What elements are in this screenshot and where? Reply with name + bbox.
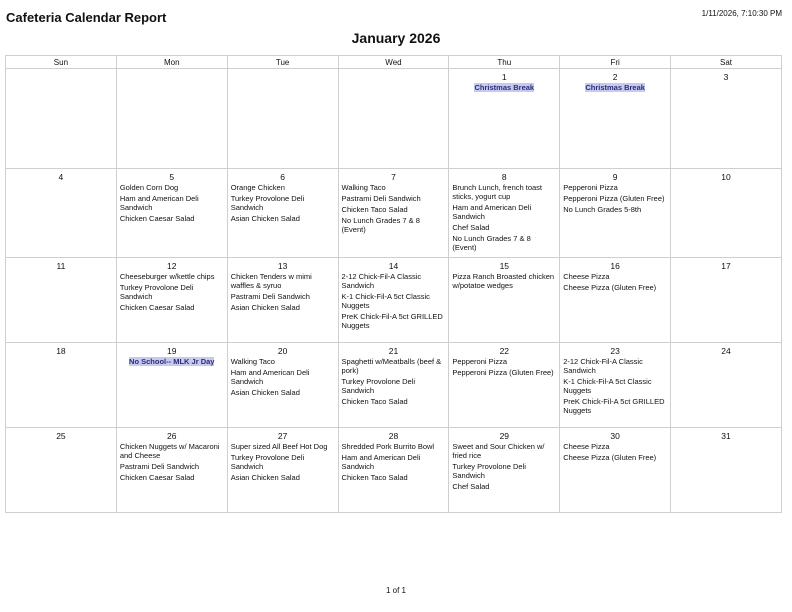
calendar-day-cell xyxy=(227,343,338,428)
menu-item: Turkey Provolone Deli Sandwich xyxy=(230,453,305,471)
weekday-header: Thu xyxy=(449,56,560,69)
menu-item: Turkey Provolone Deli Sandwich xyxy=(452,462,526,480)
day-number: 11 xyxy=(56,261,66,271)
menu-item: Chicken Tenders w mimi waffles & syruo xyxy=(230,272,312,290)
calendar-day-cell xyxy=(338,258,449,343)
weekday-header: Sat xyxy=(671,56,782,69)
menu-item: Cheeseburger w/kettle chips xyxy=(119,272,215,281)
calendar-day-cell xyxy=(227,169,338,258)
menu-item: Ham and American Deli Sandwich xyxy=(452,203,532,221)
menu-item: Ham and American Deli Sandwich xyxy=(119,194,199,212)
day-number: 17 xyxy=(721,261,731,271)
day-number: 20 xyxy=(277,346,288,356)
menu-item: K-1 Chick-Fil-A 5ct Classic Nuggets xyxy=(341,292,430,310)
calendar-day-cell xyxy=(227,69,338,169)
menu-item: Cheese Pizza (Gluten Free) xyxy=(563,283,657,292)
menu-item: Chicken Caesar Salad xyxy=(119,473,195,482)
day-number: 21 xyxy=(388,346,399,356)
weekday-header: Fri xyxy=(560,56,671,69)
report-title: Cafeteria Calendar Report xyxy=(6,10,167,25)
menu-item: Chef Salad xyxy=(452,482,490,491)
menu-item: Chicken Caesar Salad xyxy=(119,214,195,223)
menu-item: Pepperoni Pizza (Gluten Free) xyxy=(563,194,665,203)
calendar-week-row xyxy=(6,428,782,513)
day-number: 8 xyxy=(501,172,507,182)
day-number: 1 xyxy=(501,72,507,82)
calendar-day-cell xyxy=(449,169,560,258)
weekday-header: Mon xyxy=(116,56,227,69)
day-number: 10 xyxy=(721,172,731,182)
menu-item: Spaghetti w/Meatballs (beef & pork) xyxy=(341,357,442,375)
menu-item: Turkey Provolone Deli Sandwich xyxy=(230,194,305,212)
calendar-day-cell xyxy=(227,258,338,343)
menu-item: Pizza Ranch Broasted chicken w/potatoe wedges xyxy=(452,272,555,290)
calendar-day-cell xyxy=(560,169,671,258)
menu-item: Asian Chicken Salad xyxy=(230,388,300,397)
day-number: 13 xyxy=(277,261,288,271)
day-number: 31 xyxy=(721,431,731,441)
menu-item: Chicken Taco Salad xyxy=(341,205,408,214)
menu-item: Cheese Pizza xyxy=(563,442,610,451)
menu-item: Chicken Caesar Salad xyxy=(119,303,195,312)
calendar-day-cell xyxy=(449,258,560,343)
calendar-day-cell xyxy=(6,258,117,343)
menu-item: Cheese Pizza xyxy=(563,272,610,281)
menu-item: Chef Salad xyxy=(452,223,490,232)
menu-item: No Lunch Grades 7 & 8 (Event) xyxy=(452,234,531,252)
calendar-day-cell xyxy=(671,343,782,428)
calendar-day-cell xyxy=(338,169,449,258)
menu-item: Brunch Lunch, french toast sticks, yogurt cup xyxy=(452,183,543,201)
calendar-week-row xyxy=(6,343,782,428)
calendar-day-cell xyxy=(560,428,671,513)
weekday-header: Sun xyxy=(6,56,117,69)
calendar-day-cell xyxy=(116,428,227,513)
calendar-week-row xyxy=(6,69,782,169)
menu-item: Turkey Provolone Deli Sandwich xyxy=(119,283,194,301)
weekday-header-row xyxy=(6,56,782,69)
calendar-day-cell xyxy=(116,258,227,343)
calendar-day-cell xyxy=(6,428,117,513)
day-number: 30 xyxy=(610,431,620,441)
menu-item: Asian Chicken Salad xyxy=(230,473,300,482)
calendar-day-cell xyxy=(449,343,560,428)
menu-item: Cheese Pizza (Gluten Free) xyxy=(563,453,657,462)
day-event-highlight: Christmas Break xyxy=(585,83,645,92)
day-number: 12 xyxy=(167,261,177,271)
menu-item: Turkey Provolone Deli Sandwich xyxy=(341,377,416,395)
report-timestamp: 1/11/2026, 7:10:30 PM xyxy=(701,9,782,18)
menu-item: No Lunch Grades 5-8th xyxy=(563,205,642,214)
menu-item: Super sized All Beef Hot Dog xyxy=(230,442,328,451)
calendar-day-cell xyxy=(6,69,117,169)
day-number: 5 xyxy=(169,172,175,182)
calendar-day-cell xyxy=(338,428,449,513)
day-number: 9 xyxy=(612,172,618,182)
day-number: 28 xyxy=(388,431,399,441)
day-number: 29 xyxy=(499,431,510,441)
calendar-day-cell xyxy=(449,428,560,513)
calendar-day-cell xyxy=(671,169,782,258)
calendar-day-cell xyxy=(227,428,338,513)
calendar-day-cell xyxy=(116,169,227,258)
menu-item: Sweet and Sour Chicken w/ fried rice xyxy=(452,442,545,460)
menu-item: Pepperoni Pizza (Gluten Free) xyxy=(452,368,554,377)
menu-item: Pastrami Deli Sandwich xyxy=(341,194,421,203)
menu-item: No Lunch Grades 7 & 8 (Event) xyxy=(341,216,420,234)
calendar-day-cell xyxy=(560,343,671,428)
calendar-day-cell xyxy=(671,69,782,169)
day-number: 24 xyxy=(721,346,731,356)
calendar-day-cell xyxy=(116,69,227,169)
day-event-highlight: Christmas Break xyxy=(474,83,535,92)
calendar-day-cell xyxy=(6,169,117,258)
day-number: 6 xyxy=(280,172,285,182)
menu-item: Ham and American Deli Sandwich xyxy=(230,368,310,386)
day-event-highlight: No School-- MLK Jr Day xyxy=(129,357,215,366)
calendar-day-cell xyxy=(560,69,671,169)
menu-item: Walking Taco xyxy=(341,183,386,192)
day-number: 19 xyxy=(167,346,177,356)
calendar-day-cell xyxy=(671,428,782,513)
menu-item: Pepperoni Pizza xyxy=(452,357,507,366)
menu-item: Pastrami Deli Sandwich xyxy=(230,292,310,301)
calendar-day-cell xyxy=(449,69,560,169)
page-number: 1 of 1 xyxy=(385,586,406,595)
calendar-day-cell xyxy=(116,343,227,428)
calendar-day-cell xyxy=(338,69,449,169)
menu-item: Asian Chicken Salad xyxy=(230,214,300,223)
menu-item: PreK Chick-Fil-A 5ct GRILLED Nuggets xyxy=(341,312,443,330)
menu-item: Shredded Pork Burrito Bowl xyxy=(341,442,435,451)
calendar-day-cell xyxy=(671,258,782,343)
calendar-week-row xyxy=(6,258,782,343)
day-number: 22 xyxy=(499,346,510,356)
calendar-day-cell xyxy=(338,343,449,428)
calendar-week-row xyxy=(6,169,782,258)
menu-item: Pastrami Deli Sandwich xyxy=(119,462,200,471)
day-number: 15 xyxy=(499,261,510,271)
menu-item: Pepperoni Pizza xyxy=(563,183,618,192)
menu-item: 2-12 Chick-Fil-A Classic Sandwich xyxy=(563,357,643,375)
menu-item: Orange Chicken xyxy=(230,183,285,192)
month-title: January 2026 xyxy=(351,30,441,46)
day-number: 16 xyxy=(610,261,620,271)
weekday-header: Wed xyxy=(338,56,449,69)
day-number: 7 xyxy=(391,172,396,182)
day-number: 23 xyxy=(610,346,620,356)
menu-item: 2-12 Chick-Fil-A Classic Sandwich xyxy=(341,272,422,290)
day-number: 25 xyxy=(56,431,66,441)
day-number: 4 xyxy=(58,172,64,182)
weekday-header: Tue xyxy=(227,56,338,69)
menu-item: Chicken Taco Salad xyxy=(341,397,408,406)
menu-item: PreK Chick-Fil-A 5ct GRILLED Nuggets xyxy=(563,397,665,415)
day-number: 18 xyxy=(56,346,66,356)
menu-item: Asian Chicken Salad xyxy=(230,303,300,312)
menu-item: Chicken Nuggets w/ Macaroni and Cheese xyxy=(119,442,220,460)
calendar-day-cell xyxy=(6,343,117,428)
menu-item: Chicken Taco Salad xyxy=(341,473,408,482)
menu-item: K-1 Chick-Fil-A 5ct Classic Nuggets xyxy=(563,377,652,395)
day-number: 2 xyxy=(612,72,618,82)
calendar-day-cell xyxy=(560,258,671,343)
menu-item: Golden Corn Dog xyxy=(119,183,179,192)
menu-item: Walking Taco xyxy=(230,357,275,366)
day-number: 26 xyxy=(167,431,177,441)
day-number: 27 xyxy=(277,431,288,441)
day-number: 14 xyxy=(388,261,399,271)
menu-item: Ham and American Deli Sandwich xyxy=(341,453,421,471)
day-number: 3 xyxy=(723,72,729,82)
calendar-grid xyxy=(5,55,782,513)
